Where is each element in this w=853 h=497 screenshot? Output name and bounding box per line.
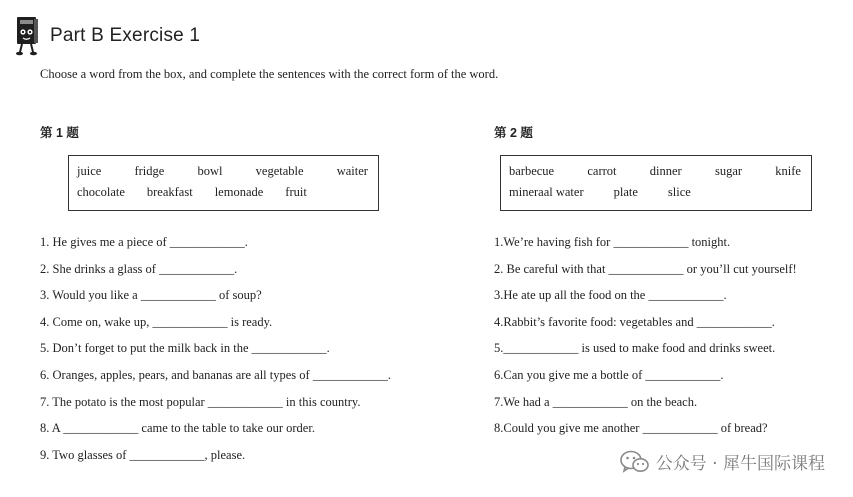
- word-item: bowl: [197, 164, 223, 178]
- word-item: waiter: [336, 164, 368, 178]
- sentence-item: 6. Oranges, apples, pears, and bananas are all types of ____________.: [40, 367, 391, 382]
- sentence-item: 7. The potato is the most popular ____________ in this country.: [40, 394, 361, 409]
- word-item: plate: [613, 185, 638, 199]
- word-item: fridge: [134, 164, 165, 178]
- word-box-row: [77, 182, 368, 203]
- word-box-row: [509, 182, 801, 203]
- page-title: Part B Exercise 1: [50, 25, 201, 46]
- question-1-word-box: [68, 155, 379, 211]
- word-item: breakfast: [146, 185, 193, 199]
- word-item: slice: [667, 185, 691, 199]
- question-2-sentences: [494, 233, 797, 446]
- word-item: vegetable: [255, 164, 304, 178]
- sentence-item: 9. Two glasses of ____________, please.: [40, 447, 246, 462]
- word-item: fruit: [285, 185, 307, 199]
- word-item: barbecue: [509, 164, 555, 178]
- word-item: lemonade: [214, 185, 264, 199]
- question-2-word-box: [500, 155, 812, 211]
- book-mascot-icon: [14, 16, 40, 56]
- watermark-text: 公众号 · 犀牛国际课程: [655, 454, 825, 474]
- watermark: [620, 449, 825, 474]
- sentence-item: 8.Could you give me another ____________ of bread?: [494, 421, 768, 436]
- sentence-item: 8. A ____________ came to the table to take our order.: [40, 421, 315, 436]
- sentence-item: 1. He gives me a piece of ____________.: [40, 235, 248, 249]
- word-item: chocolate: [77, 185, 125, 199]
- sentence-item: 6.Can you give me a bottle of ____________.: [494, 367, 724, 382]
- sentence-item: 4.Rabbit’s favorite food: vegetables and ____________.: [494, 314, 775, 329]
- word-item: carrot: [587, 164, 617, 178]
- word-box-row: [509, 161, 801, 182]
- question-2-section: [494, 124, 849, 436]
- sentence-item: 5. Don’t forget to put the milk back in the ____________.: [40, 341, 330, 356]
- page-header: [14, 16, 200, 56]
- sentence-item: 1.We’re having fish for ____________ tonight.: [494, 235, 731, 249]
- question-1-sentences: [40, 233, 391, 472]
- word-item: mineraal water: [509, 185, 584, 199]
- sentence-item: 2. She drinks a glass of ____________.: [40, 261, 238, 276]
- word-item: dinner: [649, 164, 682, 178]
- wechat-icon: [620, 450, 650, 474]
- sentence-item: 4. Come on, wake up, ____________ is ready.: [40, 314, 273, 329]
- word-item: sugar: [714, 164, 743, 178]
- sentence-item: 3. Would you like a ____________ of soup?: [40, 288, 262, 303]
- word-item: juice: [77, 164, 102, 178]
- word-item: knife: [775, 164, 801, 178]
- sentence-item: 3.He ate up all the food on the ____________.: [494, 288, 727, 303]
- word-box-row: [77, 161, 368, 182]
- sentence-item: 5.____________ is used to make food and drinks sweet.: [494, 341, 776, 356]
- sentence-item: 7.We had a ____________ on the beach.: [494, 394, 698, 409]
- sentence-item: 2. Be careful with that ____________ or you’ll cut yourself!: [494, 261, 797, 276]
- question-2-title: 第 2 题: [494, 126, 533, 140]
- question-1-title: 第 1 题: [40, 126, 79, 140]
- question-1-section: [40, 124, 440, 462]
- instruction-text: Choose a word from the box, and complete the sentences with the correct form of the word.: [40, 67, 499, 81]
